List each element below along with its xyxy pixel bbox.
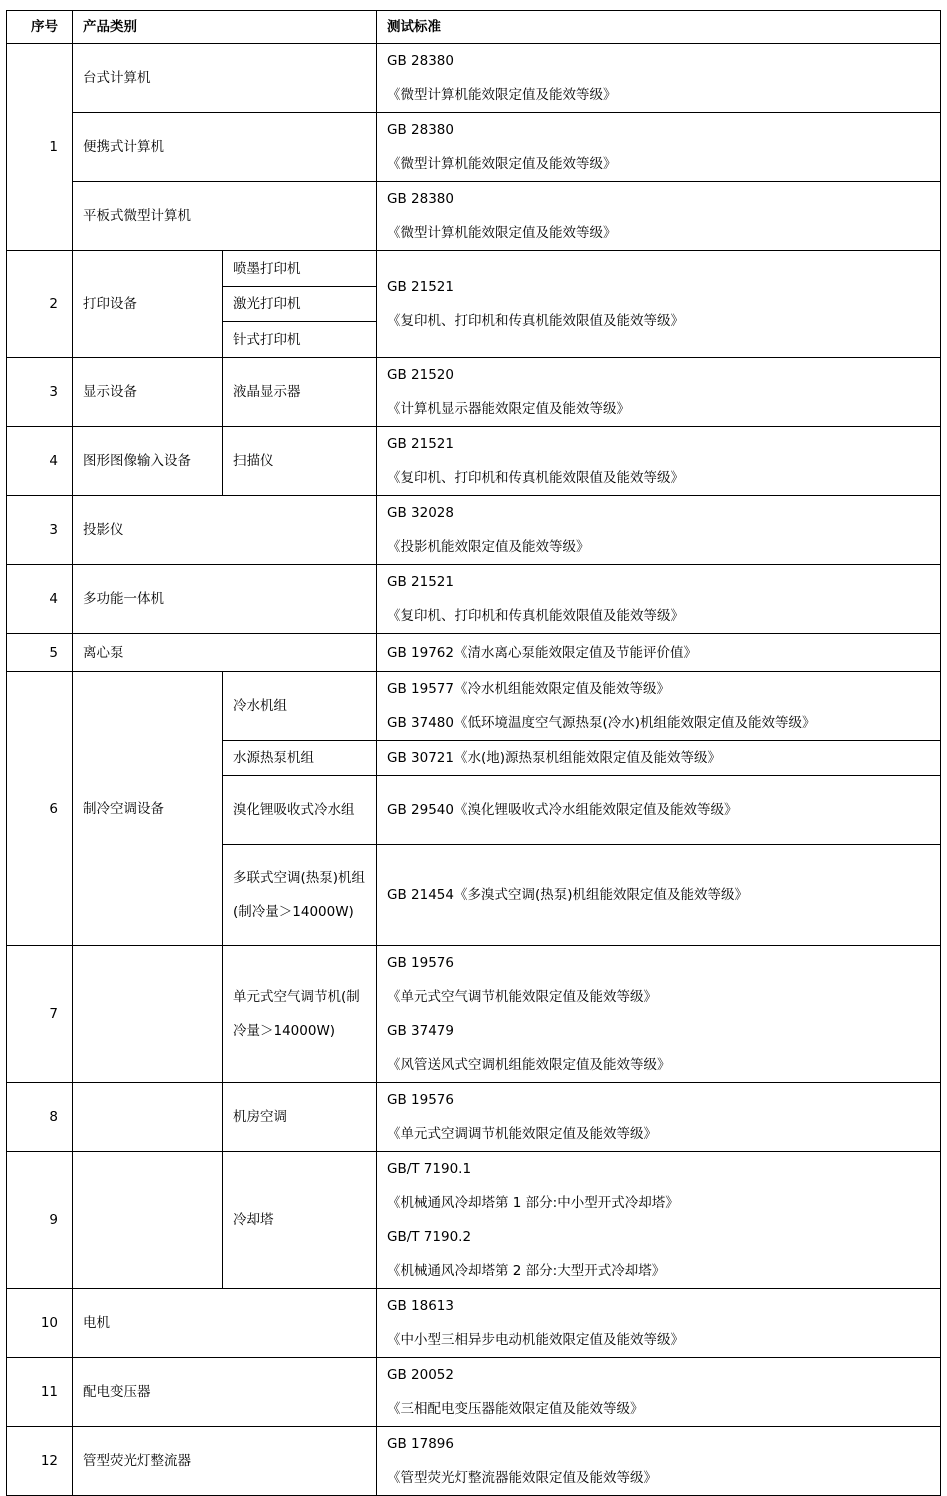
row-standard [377, 672, 941, 741]
row-standard [377, 565, 941, 634]
table-row [7, 358, 941, 427]
standard-line: 《风管送风式空调机组能效限定值及能效等级》 [387, 1057, 671, 1073]
standard-line: GB 37479 [387, 1023, 454, 1039]
row-category: 打印设备 [73, 251, 223, 358]
standard-line: GB 21521 [387, 279, 454, 295]
standard-line: 《管型荧光灯整流器能效限定值及能效等级》 [387, 1470, 657, 1486]
standard-line: 《三相配电变压器能效限定值及能效等级》 [387, 1401, 644, 1417]
row-subcategory: 单元式空气调节机(制冷量＞14000W) [223, 946, 377, 1083]
table-row [7, 182, 941, 251]
row-category [73, 1083, 223, 1152]
row-standard [377, 1358, 941, 1427]
standard-line: GB 17896 [387, 1436, 454, 1452]
row-standard [377, 1083, 941, 1152]
standard-line: GB/T 7190.1 [387, 1161, 472, 1177]
row-seq: 4 [7, 565, 73, 634]
row-standard [377, 634, 941, 672]
row-subcategory: 机房空调 [223, 1083, 377, 1152]
row-standard [377, 946, 941, 1083]
row-category: 台式计算机 [73, 44, 377, 113]
row-standard [377, 251, 941, 358]
row-seq: 12 [7, 1427, 73, 1496]
row-seq: 2 [7, 251, 73, 358]
table-row [7, 251, 941, 287]
standard-line: 《单元式空调调节机能效限定值及能效等级》 [387, 1126, 657, 1142]
row-standard [377, 182, 941, 251]
standard-line: 《投影机能效限定值及能效等级》 [387, 539, 590, 555]
standard-line: GB 37480《低环境温度空气源热泵(冷水)机组能效限定值及能效等级》 [387, 715, 816, 731]
standard-line: GB 21454《多溴式空调(热泵)机组能效限定值及能效等级》 [387, 887, 748, 903]
row-standard [377, 44, 941, 113]
row-category: 投影仪 [73, 496, 377, 565]
row-subcategory: 液晶显示器 [223, 358, 377, 427]
header-standard: 测试标准 [377, 11, 941, 44]
table-header [7, 11, 941, 44]
row-standard [377, 1289, 941, 1358]
row-standard [377, 113, 941, 182]
table-row [7, 427, 941, 496]
table-row [7, 113, 941, 182]
standard-line: GB 19576 [387, 955, 454, 971]
standard-line: GB 21521 [387, 436, 454, 452]
row-seq: 8 [7, 1083, 73, 1152]
table-row [7, 634, 941, 672]
table-row [7, 565, 941, 634]
row-standard [377, 496, 941, 565]
row-seq: 4 [7, 427, 73, 496]
row-category: 离心泵 [73, 634, 377, 672]
standard-line: GB/T 7190.2 [387, 1229, 472, 1245]
table-row [7, 946, 941, 1083]
row-category: 制冷空调设备 [73, 672, 223, 946]
row-standard [377, 1427, 941, 1496]
row-category: 便携式计算机 [73, 113, 377, 182]
table-row [7, 1427, 941, 1496]
standard-line: GB 20052 [387, 1367, 454, 1383]
standard-line: 《机械通风冷却塔第 1 部分:中小型开式冷却塔》 [387, 1195, 679, 1211]
standard-line: GB 21521 [387, 574, 454, 590]
row-category: 平板式微型计算机 [73, 182, 377, 251]
standard-line: GB 30721《水(地)源热泵机组能效限定值及能效等级》 [387, 750, 721, 766]
row-category: 多功能一体机 [73, 565, 377, 634]
standard-line: GB 19577《冷水机组能效限定值及能效等级》 [387, 681, 670, 697]
standard-line: 《复印机、打印机和传真机能效限值及能效等级》 [387, 313, 684, 329]
row-seq: 10 [7, 1289, 73, 1358]
row-standard [377, 845, 941, 946]
standard-line: GB 19762《清水离心泵能效限定值及节能评价值》 [387, 644, 697, 661]
standard-line: GB 18613 [387, 1298, 454, 1314]
row-subcategory: 喷墨打印机 [223, 251, 377, 287]
table-row [7, 1152, 941, 1289]
row-subcategory: 水源热泵机组 [223, 741, 377, 776]
header-seq: 序号 [7, 11, 73, 44]
row-seq: 1 [7, 44, 73, 251]
standards-table [6, 10, 941, 1496]
standard-line: 《微型计算机能效限定值及能效等级》 [387, 156, 617, 172]
row-category: 管型荧光灯整流器 [73, 1427, 377, 1496]
row-subcategory: 溴化锂吸收式冷水组 [223, 776, 377, 845]
table-row [7, 1358, 941, 1427]
standard-line: 《机械通风冷却塔第 2 部分:大型开式冷却塔》 [387, 1263, 666, 1279]
header-category: 产品类别 [73, 11, 377, 44]
standard-line: 《微型计算机能效限定值及能效等级》 [387, 225, 617, 241]
row-seq: 3 [7, 496, 73, 565]
row-seq: 11 [7, 1358, 73, 1427]
row-seq: 5 [7, 634, 73, 672]
row-standard [377, 1152, 941, 1289]
row-subcategory: 扫描仪 [223, 427, 377, 496]
standard-line: GB 21520 [387, 367, 454, 383]
table-row [7, 672, 941, 741]
row-subcategory: 针式打印机 [223, 322, 377, 358]
row-category [73, 1152, 223, 1289]
standard-line: 《复印机、打印机和传真机能效限值及能效等级》 [387, 470, 684, 486]
table-row [7, 1083, 941, 1152]
row-standard [377, 358, 941, 427]
standard-line: 《复印机、打印机和传真机能效限值及能效等级》 [387, 608, 684, 624]
standard-line: GB 19576 [387, 1092, 454, 1108]
row-standard [377, 741, 941, 776]
row-seq: 3 [7, 358, 73, 427]
standard-line: 《微型计算机能效限定值及能效等级》 [387, 87, 617, 103]
row-standard [377, 427, 941, 496]
table-row [7, 44, 941, 113]
row-category [73, 946, 223, 1083]
row-subcategory: 冷水机组 [223, 672, 377, 741]
row-subcategory: 冷却塔 [223, 1152, 377, 1289]
row-subcategory: 多联式空调(热泵)机组(制冷量＞14000W) [223, 845, 377, 946]
table-row [7, 1289, 941, 1358]
row-seq: 7 [7, 946, 73, 1083]
standard-line: 《单元式空气调节机能效限定值及能效等级》 [387, 989, 657, 1005]
row-category: 显示设备 [73, 358, 223, 427]
row-category: 图形图像输入设备 [73, 427, 223, 496]
standard-line: GB 29540《溴化锂吸收式冷水组能效限定值及能效等级》 [387, 802, 738, 818]
standard-line: GB 28380 [387, 122, 454, 138]
standard-line: 《中小型三相异步电动机能效限定值及能效等级》 [387, 1332, 684, 1348]
row-standard [377, 776, 941, 845]
row-seq: 9 [7, 1152, 73, 1289]
standard-line: GB 28380 [387, 53, 454, 69]
standard-line: 《计算机显示器能效限定值及能效等级》 [387, 401, 630, 417]
standard-line: GB 32028 [387, 505, 454, 521]
row-category: 配电变压器 [73, 1358, 377, 1427]
standard-line: GB 28380 [387, 191, 454, 207]
table-row [7, 496, 941, 565]
row-subcategory: 激光打印机 [223, 287, 377, 322]
row-seq: 6 [7, 672, 73, 946]
row-category: 电机 [73, 1289, 377, 1358]
